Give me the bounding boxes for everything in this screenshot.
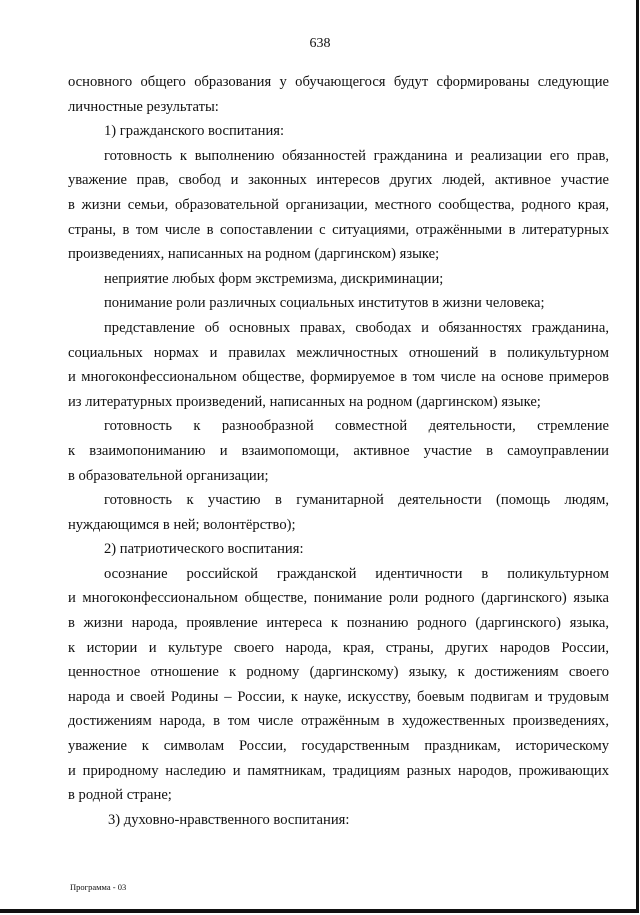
text-line: в жизни семьи, образовательной организации, местного сообщества, родного края,	[68, 196, 609, 213]
text-line: и многоконфессиональном обществе, понимание роли родного (даргинского) языка	[68, 590, 609, 607]
text-line: неприятие любых форм экстремизма, дискриминации;	[104, 270, 444, 287]
text-line: народа и своей Родины – России, к науке, искусству, боевым подвигам и трудовым	[68, 688, 609, 705]
text-line: в родной стране;	[68, 787, 172, 804]
text-line: уважение прав, свобод и законных интересов других людей, активное участие	[68, 172, 609, 189]
text-line: ценностное отношение к родному (даргинскому) языку, к достижениям своего	[68, 664, 609, 681]
page-number: 638	[309, 36, 331, 51]
text-line: представление об основных правах, свободах и обязанностях гражданина,	[104, 319, 609, 336]
section-heading-civic: 1) гражданского воспитания:	[104, 123, 285, 140]
text-line: и природному наследию и памятникам, традициям разных народов, проживающих	[68, 762, 609, 779]
text-line: готовность к участию в гуманитарной деятельности (помощь людям,	[104, 492, 609, 509]
section-heading-spiritual: 3) духовно-нравственного воспитания:	[108, 811, 350, 828]
text-line: из литературных произведений, написанных на родном (даргинском) языке;	[68, 393, 541, 410]
text-line: к истории и культуре своего народа, края, страны, других народов России,	[68, 639, 609, 656]
footer-program-label: Программа - 03	[70, 882, 127, 892]
text-line: нуждающимся в ней; волонтёрство);	[68, 516, 296, 533]
text-line: личностные результаты:	[68, 98, 219, 115]
text-line: готовность к выполнению обязанностей гражданина и реализации его прав,	[104, 147, 609, 164]
document-body	[68, 70, 609, 832]
text-line: основного общего образования у обучающегося будут сформированы следующие	[68, 74, 609, 90]
text-line: к взаимопониманию и взаимопомощи, активное участие в самоуправлении	[68, 442, 609, 459]
text-line: понимание роли различных социальных институтов в жизни человека;	[104, 295, 545, 312]
text-line: в образовательной организации;	[68, 467, 269, 484]
text-line: социальных нормах и правилах межличностных отношений в поликультурном	[68, 344, 609, 361]
text-line: страны, в том числе в сопоставлении с ситуациями, отражёнными в литературных	[68, 221, 609, 238]
text-line: и многоконфессиональном обществе, формируемое в том числе на основе примеров	[68, 369, 609, 386]
text-line: достижениям народа, в том числе отражённым в художественных произведениях,	[68, 713, 609, 730]
text-line: уважение к символам России, государственным праздникам, историческому	[68, 738, 609, 755]
text-line: в жизни народа, проявление интереса к познанию родного (даргинского) языка,	[68, 615, 609, 632]
text-line: осознание российской гражданской идентичности в поликультурном	[104, 565, 609, 582]
text-line: произведениях, написанных на родном (даргинском) языке;	[68, 246, 440, 263]
text-line: готовность к разнообразной совместной деятельности, стремление	[104, 418, 609, 435]
section-heading-patriotic: 2) патриотического воспитания:	[104, 541, 304, 558]
